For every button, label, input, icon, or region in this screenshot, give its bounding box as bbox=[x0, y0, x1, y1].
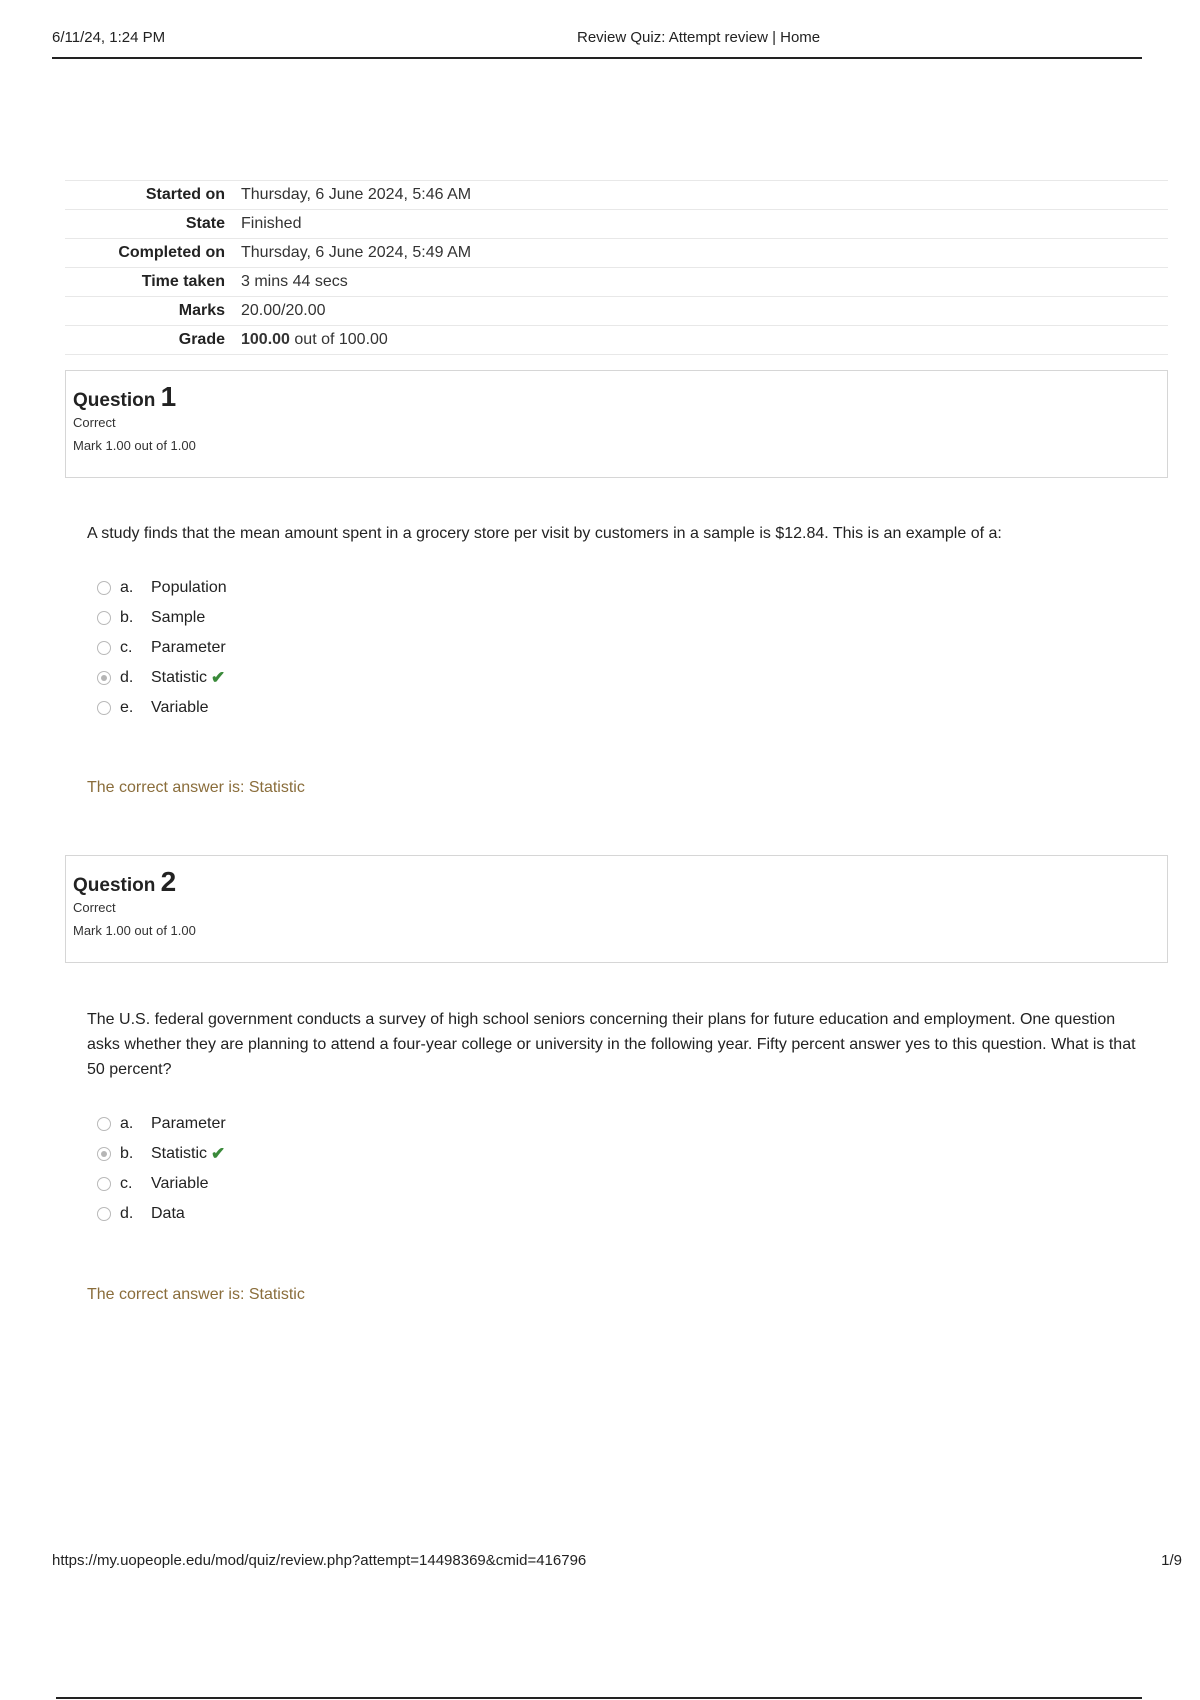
summary-value: 20.00/20.00 bbox=[241, 297, 1168, 326]
summary-row-marks bbox=[65, 297, 1168, 326]
answer-letter: d. bbox=[120, 669, 134, 686]
question-state: Correct bbox=[73, 415, 116, 430]
summary-value: 3 mins 44 secs bbox=[241, 268, 1168, 297]
radio-button[interactable] bbox=[97, 641, 111, 655]
answer-letter: e. bbox=[120, 699, 134, 716]
summary-label: State bbox=[65, 210, 241, 239]
question-number: 2 bbox=[160, 866, 177, 897]
question-mark: Mark 1.00 out of 1.00 bbox=[73, 923, 196, 938]
answer-label: Population bbox=[151, 579, 227, 596]
answer-option[interactable] bbox=[97, 603, 227, 633]
answer-option[interactable] bbox=[97, 1169, 226, 1199]
question-2-info bbox=[65, 855, 1168, 963]
print-page-title: Review Quiz: Attempt review | Home bbox=[577, 29, 821, 46]
answer-label: Variable bbox=[151, 699, 209, 716]
summary-value: Thursday, 6 June 2024, 5:46 AM bbox=[241, 181, 1168, 210]
answer-letter: b. bbox=[120, 1145, 134, 1162]
summary-label: Completed on bbox=[65, 239, 241, 268]
question-1-answers bbox=[97, 573, 227, 723]
question-2-answers bbox=[97, 1109, 226, 1229]
answer-label: Variable bbox=[151, 1175, 209, 1192]
question-mark: Mark 1.00 out of 1.00 bbox=[73, 438, 196, 453]
question-1-feedback: The correct answer is: Statistic bbox=[87, 779, 305, 796]
print-footer-url: https://my.uopeople.edu/mod/quiz/review.php?attempt=14498369&cmid=416796 bbox=[52, 1552, 587, 1569]
radio-button[interactable] bbox=[97, 701, 111, 715]
radio-button[interactable] bbox=[97, 1117, 111, 1131]
answer-label: Parameter bbox=[151, 639, 226, 656]
summary-label: Time taken bbox=[65, 268, 241, 297]
answer-letter: c. bbox=[120, 1175, 133, 1192]
question-number: 1 bbox=[160, 381, 177, 412]
answer-option-selected[interactable] bbox=[97, 663, 227, 693]
answer-option[interactable] bbox=[97, 1199, 226, 1229]
question-heading bbox=[73, 381, 1167, 413]
summary-label: Marks bbox=[65, 297, 241, 326]
print-page-number: 1/9 bbox=[1161, 1552, 1182, 1569]
question-heading bbox=[73, 866, 1167, 898]
radio-button[interactable] bbox=[97, 611, 111, 625]
check-icon: ✔ bbox=[211, 668, 226, 687]
summary-row-grade bbox=[65, 326, 1168, 355]
summary-row-time-taken bbox=[65, 268, 1168, 297]
radio-button[interactable] bbox=[97, 1207, 111, 1221]
print-datetime: 6/11/24, 1:24 PM bbox=[52, 29, 166, 46]
attempt-summary-table bbox=[65, 180, 1168, 355]
answer-option[interactable] bbox=[97, 633, 227, 663]
radio-button-selected[interactable] bbox=[97, 671, 111, 685]
summary-label: Started on bbox=[65, 181, 241, 210]
answer-letter: a. bbox=[120, 1115, 134, 1132]
answer-letter: c. bbox=[120, 639, 133, 656]
question-1-text: A study finds that the mean amount spent in a grocery store per visit by customers in a sample is $12.84. This is an example of a: bbox=[87, 525, 1002, 542]
answer-label: Data bbox=[151, 1205, 185, 1222]
summary-row-completed bbox=[65, 239, 1168, 268]
question-2-feedback: The correct answer is: Statistic bbox=[87, 1286, 305, 1303]
answer-label: Statistic bbox=[151, 669, 208, 686]
print-header bbox=[52, 27, 1142, 59]
question-1-info bbox=[65, 370, 1168, 478]
answer-letter: b. bbox=[120, 609, 134, 626]
answer-option[interactable] bbox=[97, 1109, 226, 1139]
question-label: Question bbox=[73, 390, 156, 411]
summary-row-started bbox=[65, 181, 1168, 210]
summary-value bbox=[241, 326, 1168, 355]
answer-letter: d. bbox=[120, 1205, 134, 1222]
answer-letter: a. bbox=[120, 579, 134, 596]
radio-button[interactable] bbox=[97, 581, 111, 595]
question-2-text: The U.S. federal government conducts a survey of high school seniors concerning their plans for future education and employment. One question asks whether they are planning to attend a four-year college or university in the following year. Fifty percent answer yes to this question. What is that 50 percent? bbox=[87, 1011, 1136, 1078]
check-icon: ✔ bbox=[211, 1144, 226, 1163]
grade-score: 100.00 bbox=[241, 331, 290, 348]
answer-label: Parameter bbox=[151, 1115, 226, 1132]
answer-option[interactable] bbox=[97, 573, 227, 603]
answer-label: Sample bbox=[151, 609, 206, 626]
answer-option[interactable] bbox=[97, 693, 227, 723]
summary-value: Thursday, 6 June 2024, 5:49 AM bbox=[241, 239, 1168, 268]
summary-label: Grade bbox=[65, 326, 241, 355]
radio-button[interactable] bbox=[97, 1177, 111, 1191]
summary-row-state bbox=[65, 210, 1168, 239]
page-divider bbox=[56, 1697, 1142, 1699]
summary-value: Finished bbox=[241, 210, 1168, 239]
question-state: Correct bbox=[73, 900, 116, 915]
answer-label: Statistic bbox=[151, 1145, 208, 1162]
answer-option-selected[interactable] bbox=[97, 1139, 226, 1169]
question-label: Question bbox=[73, 875, 156, 896]
grade-out-of: out of 100.00 bbox=[294, 331, 388, 348]
radio-button-selected[interactable] bbox=[97, 1147, 111, 1161]
